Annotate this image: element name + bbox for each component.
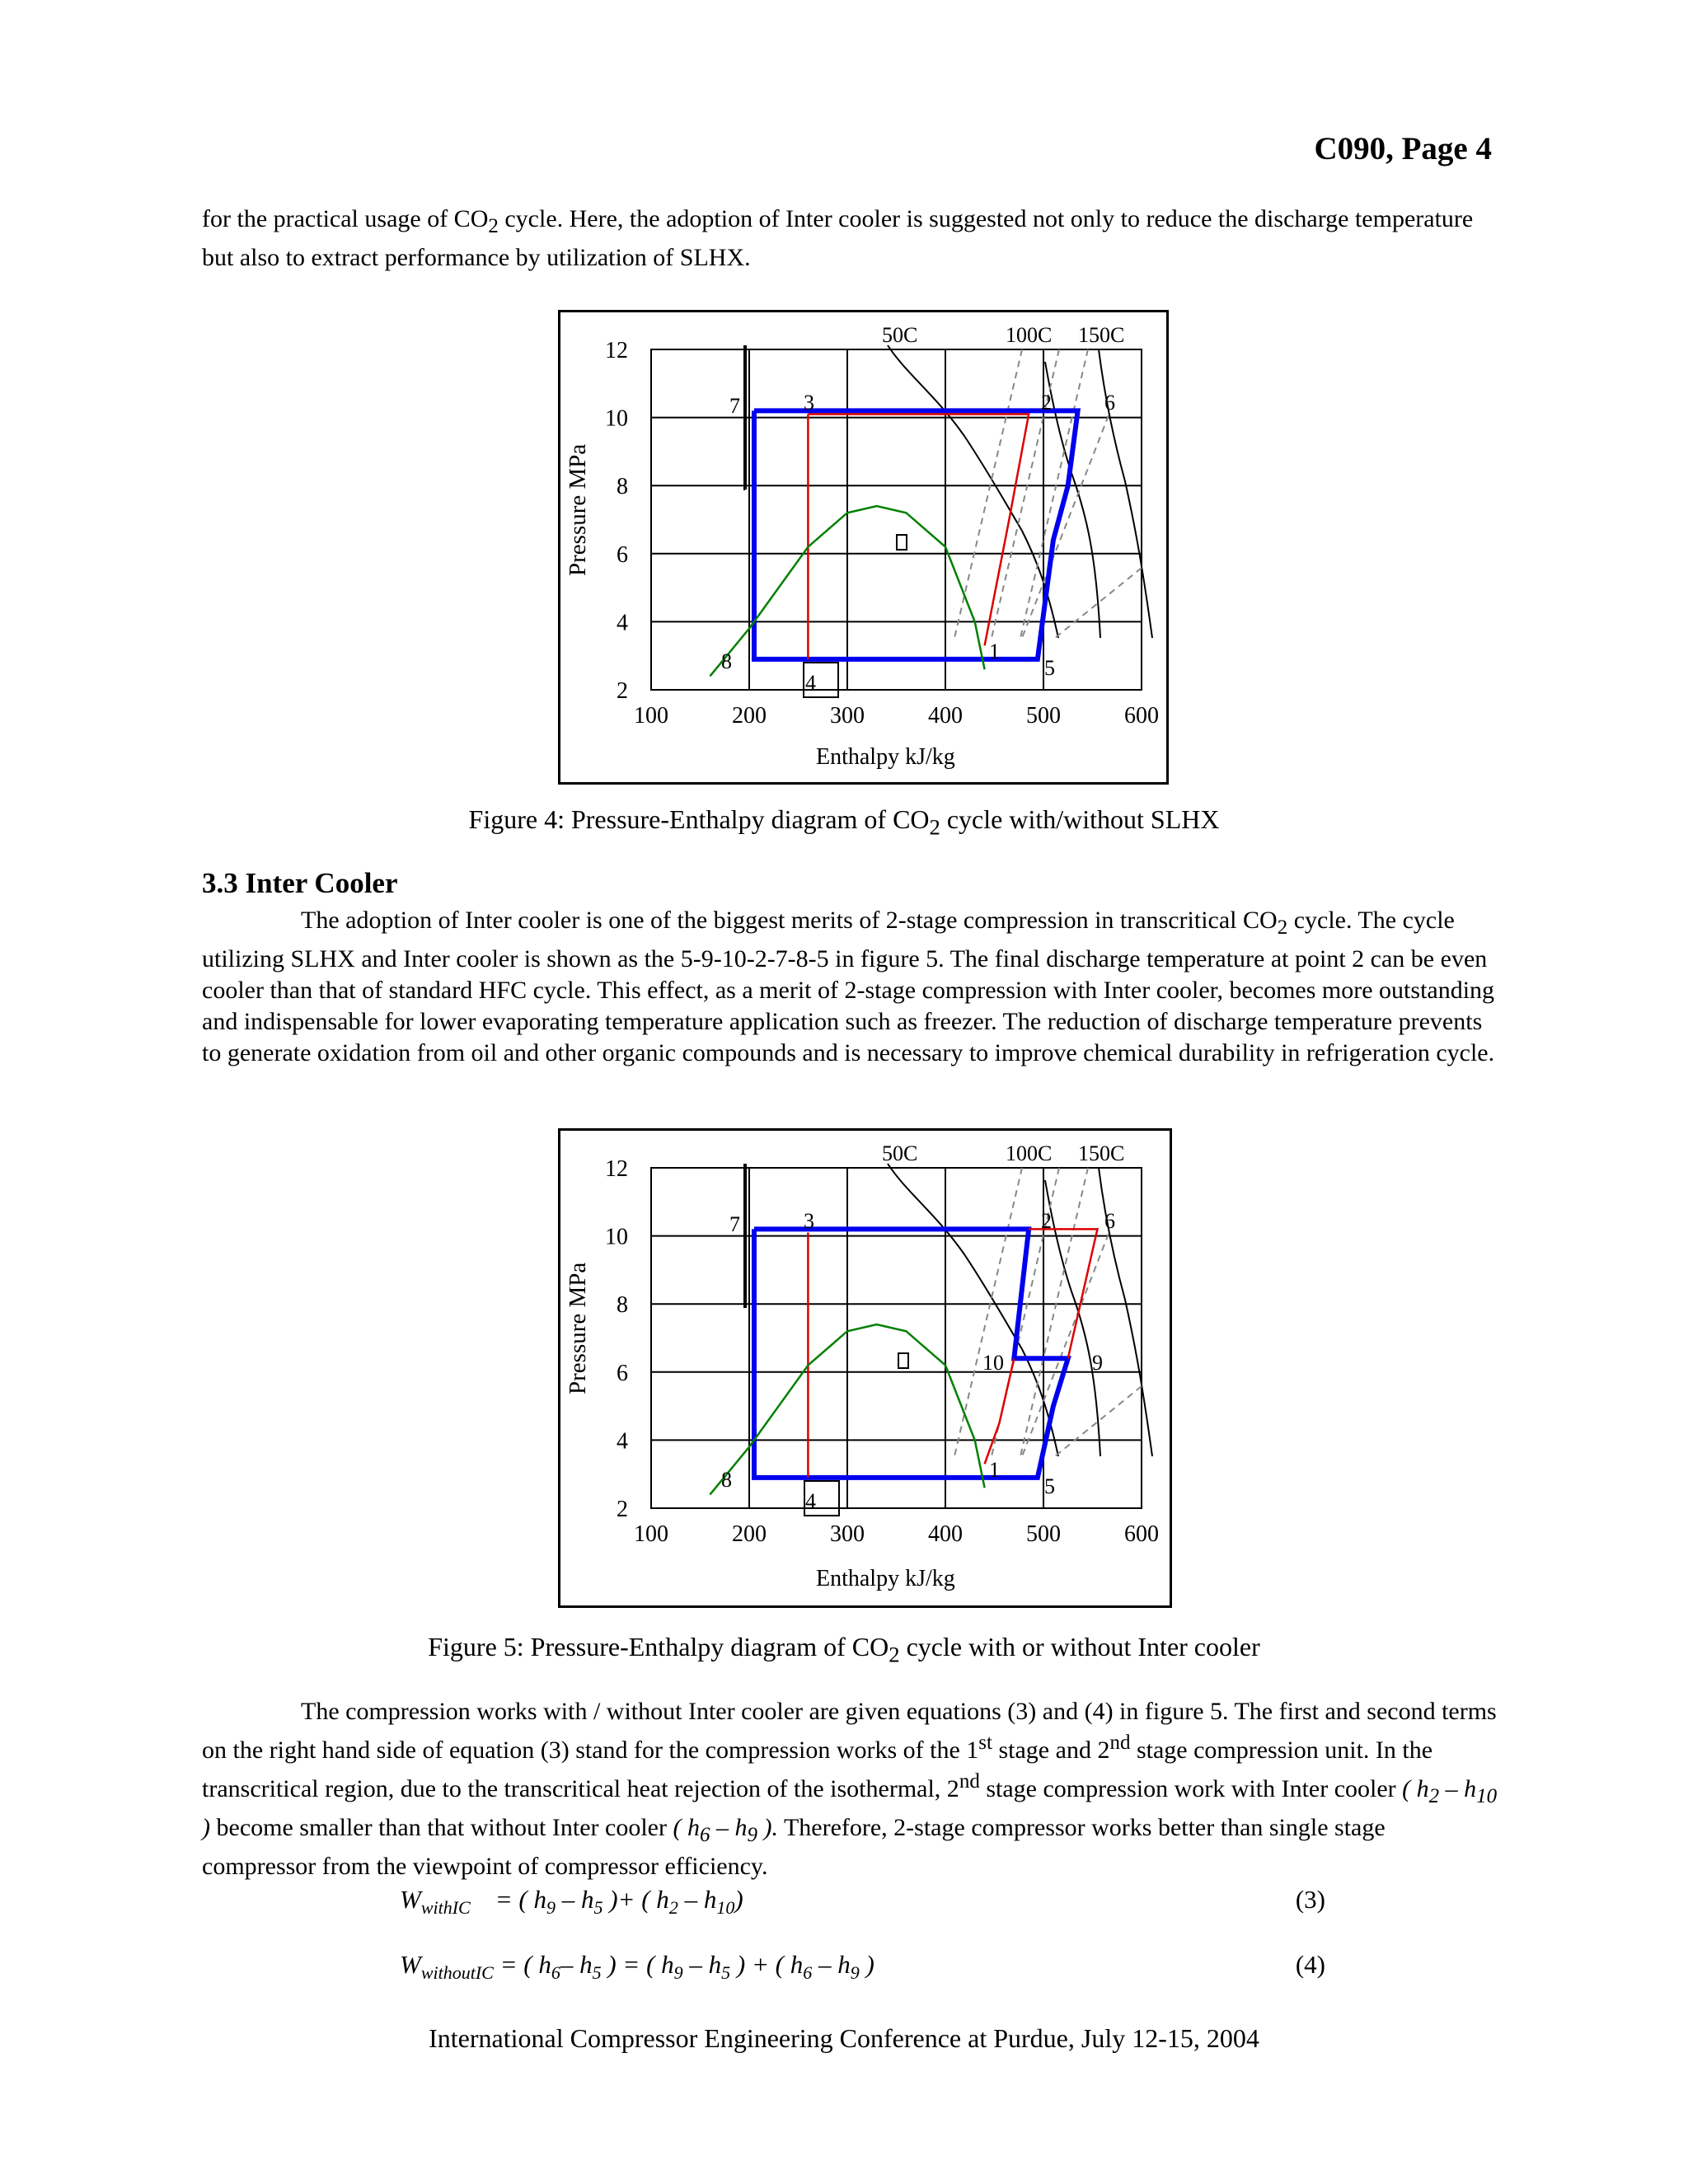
state-point-label: 2 [1041, 1209, 1052, 1233]
state-point-label: 1 [989, 640, 1000, 663]
y-tick-label: 12 [605, 1156, 628, 1182]
intro-paragraph: for the practical usage of $CO_2$ cycle. Here, the adoption of Inter cooler is suggested not only to reduce the discharge temperature but also to extract performance by utilization of SLHX. [202, 205, 1474, 271]
y-tick-label: 6 [617, 1360, 628, 1386]
isotherm-label: 50C [882, 323, 918, 347]
state-point-label: 6 [1104, 1209, 1115, 1233]
isotherm-label: 100C [1006, 323, 1053, 347]
equation-term: ) [734, 1885, 743, 1914]
isotherm-label: 50C [882, 1141, 918, 1165]
x-tick-label: 400 [928, 703, 963, 729]
x-tick-label: 500 [1026, 1521, 1061, 1547]
isotherm-label: 100C [1006, 1141, 1053, 1165]
plot-frame [651, 349, 1142, 690]
y-tick-label: 10 [605, 1224, 628, 1250]
equation-3-number: (3) [1295, 1885, 1325, 1914]
equation-term: 6 [803, 1962, 813, 1984]
cycle-series-line [1029, 1229, 1097, 1358]
y-axis-label: Pressure MPa [565, 1262, 591, 1394]
isotherm-label: 150C [1078, 323, 1125, 347]
y-tick-label: 12 [605, 338, 628, 363]
state-point-label: 8 [721, 649, 732, 673]
equation-term: 9 [673, 1962, 683, 1984]
y-tick-label: 2 [617, 1497, 628, 1522]
equation-4: $W_{withoutIC}$ = ( $h_6-$ $h_5$ ) = ( $h_9 - h_5$ ) + ( $h_6 - h_9$ ) [400, 1950, 874, 1984]
equation-3: $W_{withIC}$ = ( $h_9 - h_5$ )+ ( $h_2 - h_{10}$) [400, 1885, 743, 1919]
equation-term: 5 [593, 1897, 603, 1919]
x-tick-label: 200 [732, 1521, 767, 1547]
figure-5-chart [560, 1131, 1170, 1605]
marker-box [898, 1353, 908, 1368]
compression-work-paragraph: The compression works with / without Inter cooler are given equations (3) and (4) in figure 5. The first and second terms on the right hand side of equation (3) stand for the compression works of the 1st stage and 2nd stage compression unit. In the transcritical region, due to the transcritical heat rejection of the isothermal, 2nd stage compression work with Inter cooler ( $h_2 - h_{10}$ ) become smaller than that without Inter cooler ( $h_6 - h_9$ ). Therefore, 2-stage compressor works better than single stage compressor from the viewpoint of compressor efficiency. [202, 1698, 1498, 1880]
state-point-label: 5 [1044, 1474, 1055, 1498]
x-tick-label: 100 [634, 703, 668, 729]
equation-term: ) + ( h [730, 1950, 804, 1979]
equation-term: – h [812, 1950, 851, 1979]
x-axis-label: Enthalpy kJ/kg [816, 744, 955, 770]
state-point-label: 10 [982, 1351, 1004, 1375]
equation-4-number: (4) [1295, 1950, 1325, 1979]
state-point-label: 3 [804, 391, 814, 415]
y-tick-label: 8 [617, 474, 628, 500]
cycle-series-line [808, 414, 1029, 645]
y-tick-label: 4 [617, 610, 628, 636]
y-axis-label: Pressure MPa [565, 443, 591, 576]
state-point-label: 2 [1041, 391, 1052, 415]
x-tick-label: 300 [830, 703, 865, 729]
marker-box [897, 535, 907, 550]
x-tick-label: 500 [1026, 703, 1061, 729]
page-header: C090, Page 4 [1314, 131, 1492, 166]
equation-term: )+ ( h [603, 1885, 669, 1914]
isotherm-label: 150C [1078, 1141, 1125, 1165]
state-point-label: 8 [721, 1468, 732, 1492]
state-point-label: 7 [729, 1212, 740, 1236]
figure-5 [558, 1128, 1172, 1608]
equation-term: – h [678, 1885, 717, 1914]
figure-5-caption: Figure 5: Pressure-Enthalpy diagram of $CO_2$ cycle with or without Inter cooler [428, 1632, 1260, 1667]
equation-term: – h [560, 1950, 593, 1979]
equation-term: 9 [546, 1897, 556, 1919]
x-tick-label: 400 [928, 1521, 963, 1547]
state-point-label: 7 [729, 394, 740, 418]
state-point-label: 4 [805, 671, 816, 695]
y-tick-label: 6 [617, 541, 628, 568]
y-tick-label: 2 [617, 678, 628, 704]
equation-term: 2 [668, 1897, 678, 1919]
y-tick-label: 4 [617, 1428, 628, 1455]
section-heading: 3.3 Inter Cooler [202, 867, 398, 899]
equation-term: = ( h [493, 1950, 551, 1979]
figure-4-caption: Figure 4: Pressure-Enthalpy diagram of $CO_2$ cycle with/without SLHX [468, 804, 1220, 840]
x-axis-label: Enthalpy kJ/kg [816, 1566, 955, 1591]
equation-term: – h [682, 1950, 722, 1979]
x-tick-label: 600 [1124, 1521, 1159, 1547]
equation-term: = ( h [495, 1885, 546, 1914]
equation-term: 10 [716, 1897, 735, 1919]
state-point-label: 9 [1092, 1351, 1103, 1375]
x-tick-label: 200 [732, 703, 767, 729]
plot-frame [651, 1168, 1142, 1508]
equation-term: 6 [551, 1962, 560, 1984]
footer: International Compressor Engineering Conference at Purdue, July 12-15, 2004 [429, 2023, 1259, 2053]
equation-term: 5 [592, 1962, 602, 1984]
equation-term: ) [859, 1950, 874, 1979]
figure-4 [558, 310, 1169, 785]
state-point-label: 4 [805, 1489, 816, 1513]
equation-term: ) = ( h [601, 1950, 674, 1979]
x-tick-label: 600 [1124, 703, 1159, 729]
equation-term: – h [555, 1885, 594, 1914]
state-point-label: 6 [1104, 391, 1115, 415]
state-point-label: 3 [804, 1209, 814, 1233]
y-tick-label: 8 [617, 1292, 628, 1319]
state-point-label: 5 [1044, 656, 1055, 680]
equation-term: 9 [850, 1962, 860, 1984]
section-3-3-paragraph: The adoption of Inter cooler is one of the biggest merits of 2-stage compression in transcritical $CO_2$ cycle. The cycle utilizing SLHX and Inter cooler is shown as the 5-9-10-2-7-8-5 in figure 5. The final discharge temperature at point 2 can be even cooler than that of standard HFC cycle. This effect, as a merit of 2-stage compression with Inter cooler, becomes more outstanding and indispensable for lower evaporating temperature application such as freezer. The reduction of discharge temperature prevents to generate oxidation from oil and other organic compounds and is necessary to improve chemical durability in refrigeration cycle. [202, 907, 1495, 1066]
equation-term: 5 [721, 1962, 731, 1984]
x-tick-label: 300 [830, 1521, 865, 1547]
figure-4-chart [560, 312, 1166, 782]
x-tick-label: 100 [634, 1521, 668, 1547]
y-tick-label: 10 [605, 405, 628, 432]
state-point-label: 1 [989, 1458, 1000, 1482]
